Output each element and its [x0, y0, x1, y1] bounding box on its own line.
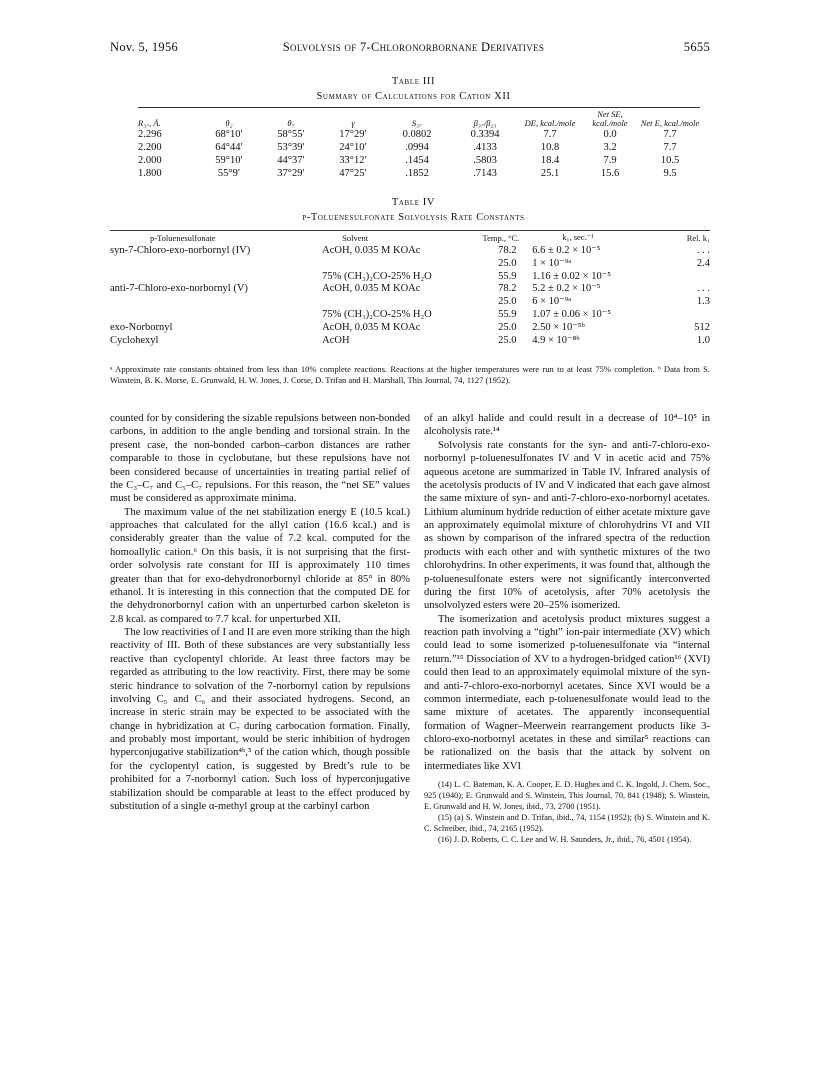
table-cell: 55°9′ — [217, 168, 241, 179]
table3-header: θ₂ — [225, 118, 233, 128]
table-cell: exo-Norbornyl — [110, 321, 173, 333]
reference-item: (16) J. D. Roberts, C. C. Lee and W. H. Saunders, Jr., ibid., 76, 4501 (1954). — [438, 835, 692, 845]
table3-header: Net SE, kcal./mole — [592, 109, 628, 128]
table-cell: 2.000 — [138, 155, 162, 166]
table-cell: 6.6 ± 0.2 × 10⁻⁵ — [532, 245, 601, 256]
table3-header: Net E, kcal./mole — [640, 118, 700, 128]
table-cell: 1.07 ± 0.06 × 10⁻⁵ — [532, 308, 611, 320]
table-cell — [110, 258, 322, 271]
table-cell: 75% (CH₃)₂CO-25% H₂O — [322, 270, 432, 282]
table4-label: Table IV — [391, 197, 436, 208]
table-cell: 7.7 — [543, 129, 557, 140]
references — [424, 779, 710, 845]
table4-header: Rel. k₁ — [686, 232, 710, 243]
paragraph: The low reactivities of I and II are even more striking than the high reactivity of III. Both of these substances are very substantially less reactive than cyclopentyl chloride. At least three factors may be regarded as attributing to the low reactivity. First, there may be some steric hindrance to solvation of the 7-norbornyl cation by repulsions involving C₅ and C₆ and their associated hydrogens. Second, an increase in steric strain may be expected to be associated with the change in hybridization at C₇ during carbocation formation. Finally, and probably most important, would be steric inhibition of hydrogen hyperconjugative stabilization⁴ᵇ,⁵ of the cation which, though possible for the cyclopentyl cation, is suggested by Bredt’s rule to be prohibited for a 7-norbornyl cation. Such loss of hyperconjugative stabilization should be comparable at least to the effect produced by substitution of a single α-methyl group at the carbinyl carbon — [110, 627, 410, 812]
table-row — [110, 283, 710, 296]
table3-header: θ₇ — [287, 118, 295, 128]
table-cell: 55.9 — [498, 308, 517, 320]
table-cell: 4.9 × 10⁻⁸ᵇ — [532, 334, 580, 346]
table-row — [138, 128, 700, 141]
table-cell: 6 × 10⁻⁹ᵃ — [532, 296, 572, 308]
header-date: Nov. 5, 1956 — [110, 40, 179, 54]
table-row — [110, 322, 710, 335]
table-cell: 2.200 — [138, 142, 162, 153]
table-cell: 1 × 10⁻⁹ᵃ — [532, 257, 572, 269]
table-row — [110, 258, 710, 271]
table-cell: 0.3394 — [470, 129, 500, 140]
table-cell: 2.296 — [138, 129, 162, 140]
paragraph: The isomerization and acetolysis product mixtures suggest a reaction path involving a “tight” ion-pair intermediate (XV) which could lead to some isomerized p-toluenesulfonate via “internal return.”¹⁵ Dissociation of XV to a hydrogen-bridged cation¹⁶ (XVI) could then lead to an approximately equimolal mixture of the syn- and anti-7-chloro-exo-norbornyl acetates. Since XVI would be a common intermediate, each p-toluenesulfonate would lead to the same mixture of acetates. The apparently inconsequential formation of Wagner–Meerwein rearrangement products like 3-chloro-exo-norbornyl acetates in these and similar⁵ reactions can be rationalized on the basis that the attack by solvent on intermediates like XVI — [424, 613, 710, 772]
left-column — [110, 412, 410, 813]
table-cell: .1454 — [405, 155, 429, 166]
right-column — [424, 412, 710, 845]
table-cell: 7.7 — [663, 142, 677, 153]
header-page-number: 5655 — [683, 40, 710, 54]
table-cell: 55.9 — [498, 270, 517, 282]
table-cell: 47°25′ — [339, 168, 367, 179]
reference-item: (14) L. C. Bateman, K. A. Cooper, E. D. Hughes and C. K. Ingold, J. Chem. Soc., 925 (1940); E. Grunwald and S. Winstein, This Journal, 70, 841 (1948); S. Winstein, E. Grunwald and H. W. Jones, ibid., 73, 2700 (1951). — [424, 780, 710, 812]
table-cell: 10.5 — [660, 155, 680, 166]
table-cell: 1.16 ± 0.02 × 10⁻⁵ — [532, 270, 611, 282]
table-cell — [662, 271, 710, 284]
table-cell: .4133 — [473, 142, 497, 153]
paragraph: of an alkyl halide and could result in a decrease of 10⁴–10⁵ in alcoholysis rate.¹⁴ — [424, 413, 710, 438]
table-cell: . . . — [696, 245, 710, 256]
table-cell: AcOH, 0.035 M KOAc — [322, 321, 421, 333]
table-cell: 3.2 — [603, 142, 617, 153]
table-cell: 2.4 — [696, 257, 710, 269]
table-cell: syn-7-Chloro-exo-norbornyl (IV) — [110, 245, 251, 256]
table-cell: 7.7 — [663, 129, 677, 140]
table-cell: 0.0 — [603, 129, 617, 140]
table3 — [138, 106, 700, 180]
table-cell: 10.8 — [540, 142, 560, 153]
table-row — [110, 296, 710, 309]
table-cell: 25.0 — [498, 321, 517, 333]
table-cell: 0.0802 — [402, 129, 432, 140]
table4-caption: p-Toluenesulfonate Solvolysis Rate Constants — [302, 212, 525, 223]
table-cell: 18.4 — [540, 155, 560, 166]
table-cell: AcOH, 0.035 M KOAc — [322, 245, 421, 256]
table-cell: 1.800 — [138, 168, 162, 179]
table-row — [110, 335, 710, 348]
table-cell: 75% (CH₃)₂CO-25% H₂O — [322, 308, 432, 320]
table-cell — [110, 309, 322, 322]
table-row — [110, 309, 710, 322]
table-cell — [322, 296, 482, 309]
table-cell: 25.0 — [498, 257, 517, 269]
table-cell: 25.0 — [498, 334, 517, 346]
table4-header: Temp., °C. — [482, 232, 520, 243]
table-cell: 44°37′ — [277, 155, 305, 166]
table-cell: 64°44′ — [215, 142, 243, 153]
table-cell: .1852 — [405, 168, 429, 179]
table-cell: AcOH — [322, 334, 350, 346]
table4-header: Solvent — [342, 232, 369, 243]
paragraph: Solvolysis rate constants for the syn- and anti-7-chloro-exo-norbornyl p-toluenesulfonates IV and V in acetic acid and 75% aqueous acetone are summarized in Table IV. Infrared analysis of the acetolysis products of IV and V indicated that each gave almost the same mixture of syn- and anti-7-chloro-exo-norbornyl acetates. Lithium aluminum hydride reduction of either acetate mixture gave an approximately equimolal mixture of chlorohydrins VI and VII as shown by comparison of the infrared spectra of the reduction products with each other and with synthetic mixtures of the two chlorohydrins. In other experiments, it was found that, although the p-toluenesulfonate esters were not significantly interconverted during the first 10% of acetolysis, after 70% acetolysis the unsolvolyzed esters were 20–25% isomerized. — [424, 439, 710, 612]
table3-label: Table III — [391, 76, 436, 87]
table-cell: 7.9 — [603, 155, 617, 166]
table4-footnote: ᵃ Approximate rate constants obtained from less than 10% complete reactions. Reactions at the higher temperatures were run to at least 75% completion. ᵇ Data from S. Winstein, B. K. Morse, E. Grunwald, H. W. Jones, J. Corse, D. Trifan and H. Marshall, This Journal, 74, 1127 (1952). — [110, 364, 710, 385]
table-row — [138, 167, 700, 180]
table-cell: 53°39′ — [277, 142, 305, 153]
table-cell: 33°12′ — [339, 155, 367, 166]
table-cell: 1.3 — [696, 296, 710, 308]
table-cell: 25.0 — [498, 296, 517, 308]
table-cell: 15.6 — [600, 168, 620, 179]
paragraph: counted for by considering the sizable repulsions between non-bonded carbons, in addition to the angle bending and torsional strain. In the present case, the non-bonded carbon–carbon distances are rather comparable to those in cyclobutane, but these repulsions have not been considered because of uncertainties in treating partial relief of the C₃–C₇ and C₅–C₇ repulsions. For this reason, the “net SE” values must be considered as approximate minima. — [110, 413, 410, 505]
table-row — [138, 141, 700, 154]
table-cell: AcOH, 0.035 M KOAc — [322, 283, 421, 295]
table-cell: . . . — [696, 283, 710, 295]
table-cell — [322, 258, 482, 271]
table-row — [110, 271, 710, 284]
table4-header: p-Toluenesulfonate — [150, 232, 216, 243]
reference-item: (15) (a) S. Winstein and D. Trifan, ibid., 74, 1154 (1952); (b) S. Winstein and K. C. Schreiber, ibid., 74, 2165 (1952). — [424, 813, 710, 834]
table-cell: .7143 — [473, 168, 497, 179]
table-cell: 9.5 — [663, 168, 677, 179]
table-cell: 58°55′ — [277, 129, 305, 140]
table-cell — [110, 271, 322, 284]
table-cell: .5803 — [473, 155, 497, 166]
table-cell — [662, 309, 710, 322]
table3-header: R₃₇, Å. — [138, 118, 161, 128]
table-cell: 68°10′ — [215, 129, 243, 140]
table-cell: 5.2 ± 0.2 × 10⁻⁵ — [532, 283, 601, 295]
table3-header: DE, kcal./mole — [524, 118, 576, 128]
table-cell: Cyclohexyl — [110, 334, 159, 346]
table-cell: anti-7-Chloro-exo-norbornyl (V) — [110, 283, 248, 295]
table-cell: 24°10′ — [339, 142, 367, 153]
table-cell — [110, 296, 322, 309]
table-cell: 25.1 — [540, 168, 560, 179]
table3-header: γ — [351, 118, 355, 128]
table-cell: 1.0 — [696, 334, 710, 346]
table3-caption: Summary of Calculations for Cation XII — [316, 91, 511, 102]
header-title: Solvolysis of 7-Chloronorbornane Derivatives — [282, 40, 545, 54]
table4-header: k₁, sec.⁻¹ — [562, 232, 594, 242]
table-cell: 17°29′ — [339, 129, 367, 140]
table-cell: 2.50 × 10⁻⁵ᵇ — [532, 321, 585, 333]
table-cell: 512 — [694, 321, 710, 333]
paragraph: The maximum value of the net stabilization energy E (10.5 kcal.) approaches that calculated for the allyl cation (16.6 kcal.) and is considerably greater than the value of 7.2 kcal. computed for the homoallylic cation.⁶ On this basis, it is not surprising that the first-order solvolysis rate constant for III is approximately 110 times greater than that for exo-dehydronorbornyl chloride at 85° in 80% ethanol. It is interesting in this connection that the computed DE for the dehydronorbornyl cation with an unperturbed carbon skeleton is 2.8 kcal. as compared to 7.7 kcal. for unperturbed XII. — [110, 506, 410, 625]
table-row — [110, 245, 710, 258]
table-cell: 78.2 — [498, 283, 517, 295]
table-row — [138, 154, 700, 167]
table-cell: .0994 — [405, 142, 429, 153]
table3-header: β₃₇/β₂₃ — [473, 118, 497, 128]
table4 — [110, 232, 710, 347]
table-cell: 78.2 — [498, 245, 517, 256]
table3-header: S₃₇ — [411, 118, 423, 128]
table-cell: 37°29′ — [277, 168, 305, 179]
table-cell: 59°10′ — [215, 155, 243, 166]
table4-top-rule — [110, 230, 710, 231]
